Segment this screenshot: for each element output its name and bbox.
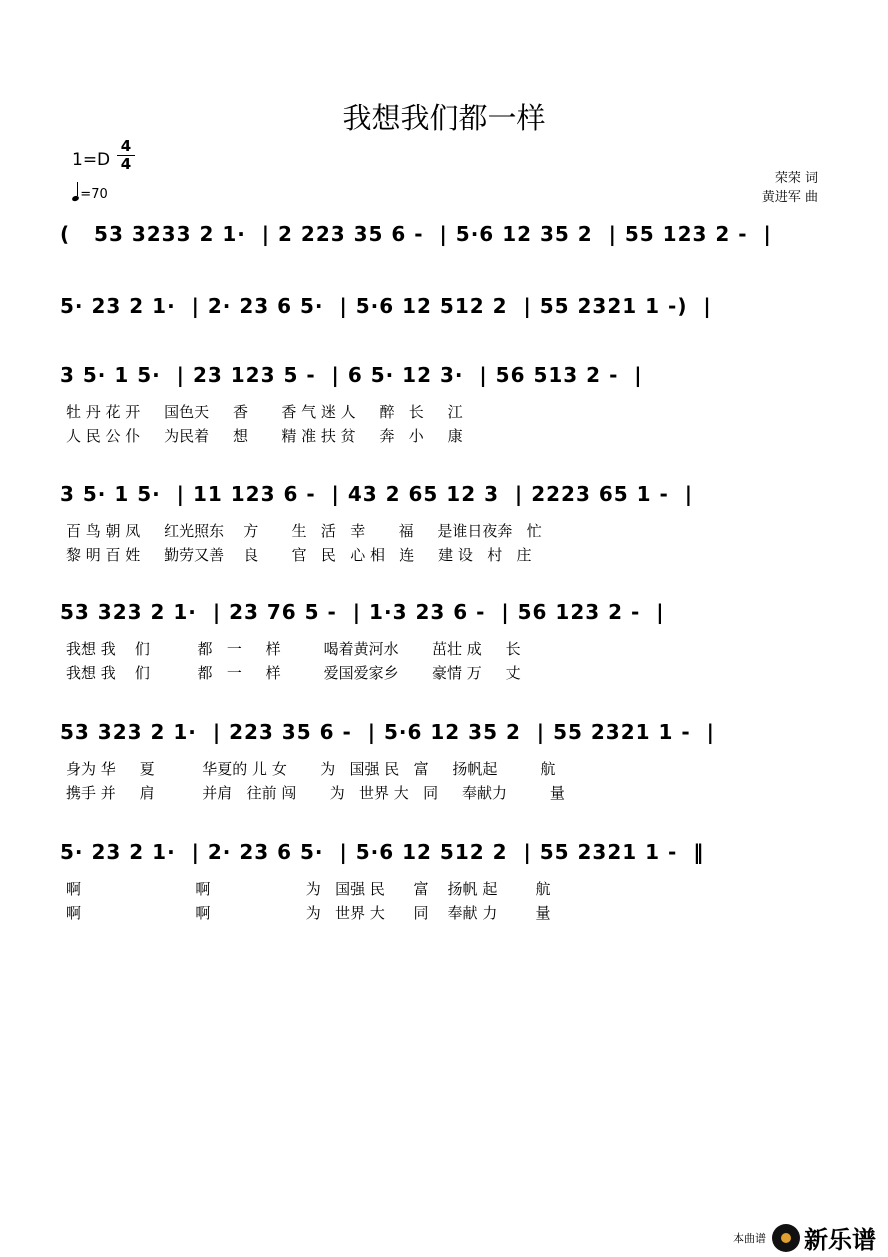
lyric-line: 携手 并 肩 并肩 往前 闯 为 世界 大 同 奉献力 量 <box>66 784 565 802</box>
lyric-line: 百 鸟 朝 凤 红光照东 方 生 活 幸 福 是谁日夜奔 忙 <box>66 522 542 540</box>
time-signature <box>117 138 135 173</box>
lyric-line: 牡 丹 花 开 国色天 香 香 气 迷 人 醉 长 江 <box>66 403 463 421</box>
notation-line: 3 5· 1 5· | 11 123 6 - | 43 2 65 12 3 | 2223 65 1 - | <box>60 482 694 506</box>
notation-line: 5· 23 2 1· | 2· 23 6 5· | 5·6 12 512 2 | 55 2321 1 -) | <box>60 294 712 318</box>
score-row <box>60 294 830 334</box>
lyricist-credit: 荣荣 词 <box>774 171 818 186</box>
time-signature-top: 4 <box>120 137 132 155</box>
footer-caption: 本曲谱 <box>733 1231 766 1245</box>
lyric-line: 啊 啊 为 世界 大 同 奉献 力 量 <box>66 904 551 922</box>
composer-credit: 黄进军 曲 <box>761 190 818 205</box>
score-row <box>60 600 830 682</box>
lyric-line: 我想 我 们 都 一 样 爱国爱家乡 豪情 万 丈 <box>66 664 521 682</box>
tempo-value: =70 <box>80 187 108 202</box>
notation-line: ( 53 3233 2 1· | 2 223 35 6 - | 5·6 12 35 2 | 55 123 2 - | <box>60 222 772 246</box>
score-row <box>60 222 830 262</box>
lyric-line: 人 民 公 仆 为民着 想 精 准 扶 贫 奔 小 康 <box>66 427 463 445</box>
score-row <box>60 363 830 445</box>
time-signature-bottom: 4 <box>117 155 135 173</box>
record-disc-icon <box>772 1224 800 1252</box>
page-title: 我想我们都一样 <box>342 101 546 135</box>
notation-line: 53 323 2 1· | 223 35 6 - | 5·6 12 35 2 | 55 2321 1 - | <box>60 720 715 744</box>
brand-name: 新乐谱 <box>804 1226 876 1254</box>
lyric-line: 我想 我 们 都 一 样 喝着黄河水 茁壮 成 长 <box>66 640 521 658</box>
score-row <box>60 482 830 564</box>
lyric-line: 身为 华 夏 华夏的 儿 女 为 国强 民 富 扬帆起 航 <box>66 760 556 778</box>
lyric-line: 啊 啊 为 国强 民 富 扬帆 起 航 <box>66 880 551 898</box>
notation-line: 53 323 2 1· | 23 76 5 - | 1·3 23 6 - | 56 123 2 - | <box>60 600 665 624</box>
key-signature: 1=D <box>72 150 111 170</box>
notation-line: 5· 23 2 1· | 2· 23 6 5· | 5·6 12 512 2 | 55 2321 1 - ‖ <box>60 840 705 864</box>
score-row <box>60 720 830 802</box>
lyric-line: 黎 明 百 姓 勤劳又善 良 官 民 心 相 连 建 设 村 庄 <box>66 546 532 564</box>
footer-logo <box>733 1220 876 1255</box>
notation-line: 3 5· 1 5· | 23 123 5 - | 6 5· 12 3· | 56 513 2 - | <box>60 363 643 387</box>
quarter-note-icon <box>71 195 79 202</box>
tempo-marking <box>72 184 108 202</box>
score-row <box>60 840 830 922</box>
